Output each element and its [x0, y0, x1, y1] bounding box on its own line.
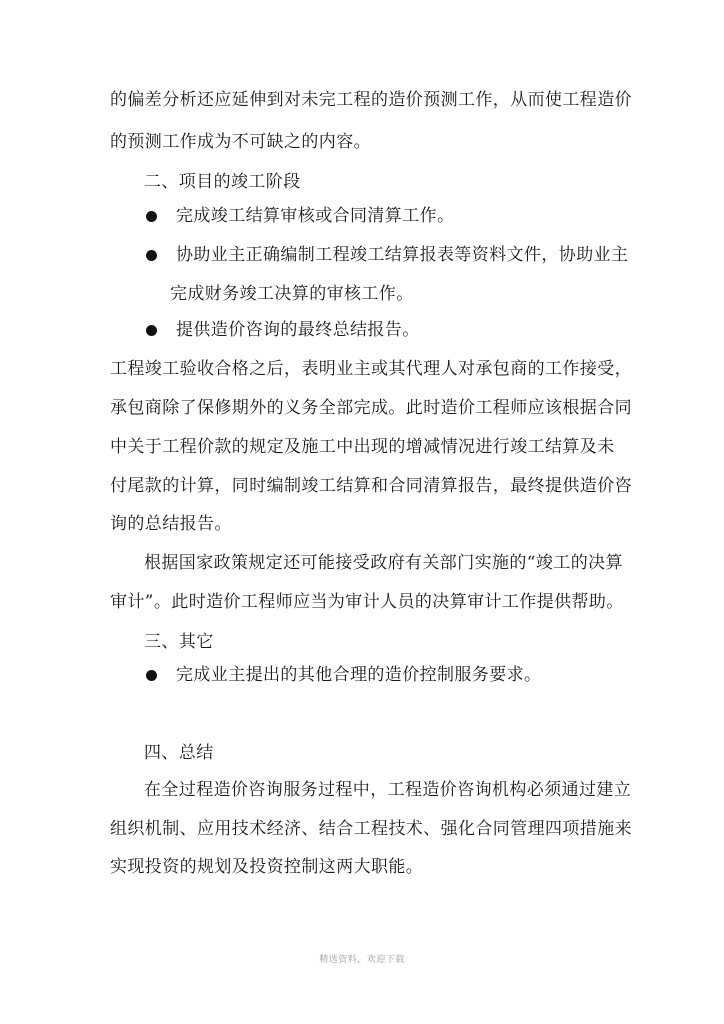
bullet-item-text: 完成业主提出的其他合理的造价控制服务要求。	[176, 665, 542, 685]
paragraph-line: 工程竣工验收合格之后，表明业主或其代理人对承包商的工作接受，	[110, 359, 632, 379]
section-heading: 三、其它	[144, 632, 214, 652]
paragraph-line: 的预测工作成为不可缺之的内容。	[110, 132, 371, 152]
paragraph-line: 在全过程造价咨询服务过程中，工程造价咨询机构必须通过建立	[144, 780, 632, 800]
paragraph-line: 组织机制、应用技术经济、结合工程技术、强化合同管理四项措施来	[110, 819, 632, 839]
bullet-dot-icon	[146, 325, 157, 336]
paragraph-line: 审计”。此时造价工程师应当为审计人员的决算审计工作提供帮助。	[110, 592, 624, 612]
paragraph-line: 中关于工程价款的规定及施工中出现的增减情况进行竣工结算及未	[110, 437, 615, 457]
section-heading: 二、项目的竣工阶段	[144, 172, 301, 192]
bullet-item-text: 完成竣工结算审核或合同清算工作。	[176, 206, 455, 226]
paragraph-line: 承包商除了保修期外的义务全部完成。此时造价工程师应该根据合同	[110, 398, 632, 418]
bullet-dot-icon	[146, 670, 157, 681]
paragraph-line: 付尾款的计算，同时编制竣工结算和合同清算报告，最终提供造价咨	[110, 476, 632, 496]
section-heading: 四、总结	[144, 743, 214, 763]
bullet-item-text: 协助业主正确编制工程竣工结算报表等资料文件，协助业主	[176, 245, 629, 265]
bullet-item-text: 提供造价咨询的最终总结报告。	[176, 320, 420, 340]
bullet-dot-icon	[146, 250, 157, 261]
bullet-dot-icon	[146, 211, 157, 222]
paragraph-line: 询的总结报告。	[110, 514, 232, 534]
page-footer: 精选资料，欢迎下载	[319, 955, 405, 965]
paragraph-line: 实现投资的规划及投资控制这两大职能。	[110, 857, 424, 877]
paragraph-line: 根据国家政策规定还可能接受政府有关部门实施的“竣工的决算	[144, 553, 623, 573]
paragraph-line: 的偏差分析还应延伸到对未完工程的造价预测工作，从而使工程造价	[110, 90, 632, 110]
bullet-item-text: 完成财务竣工决算的审核工作。	[170, 284, 414, 304]
